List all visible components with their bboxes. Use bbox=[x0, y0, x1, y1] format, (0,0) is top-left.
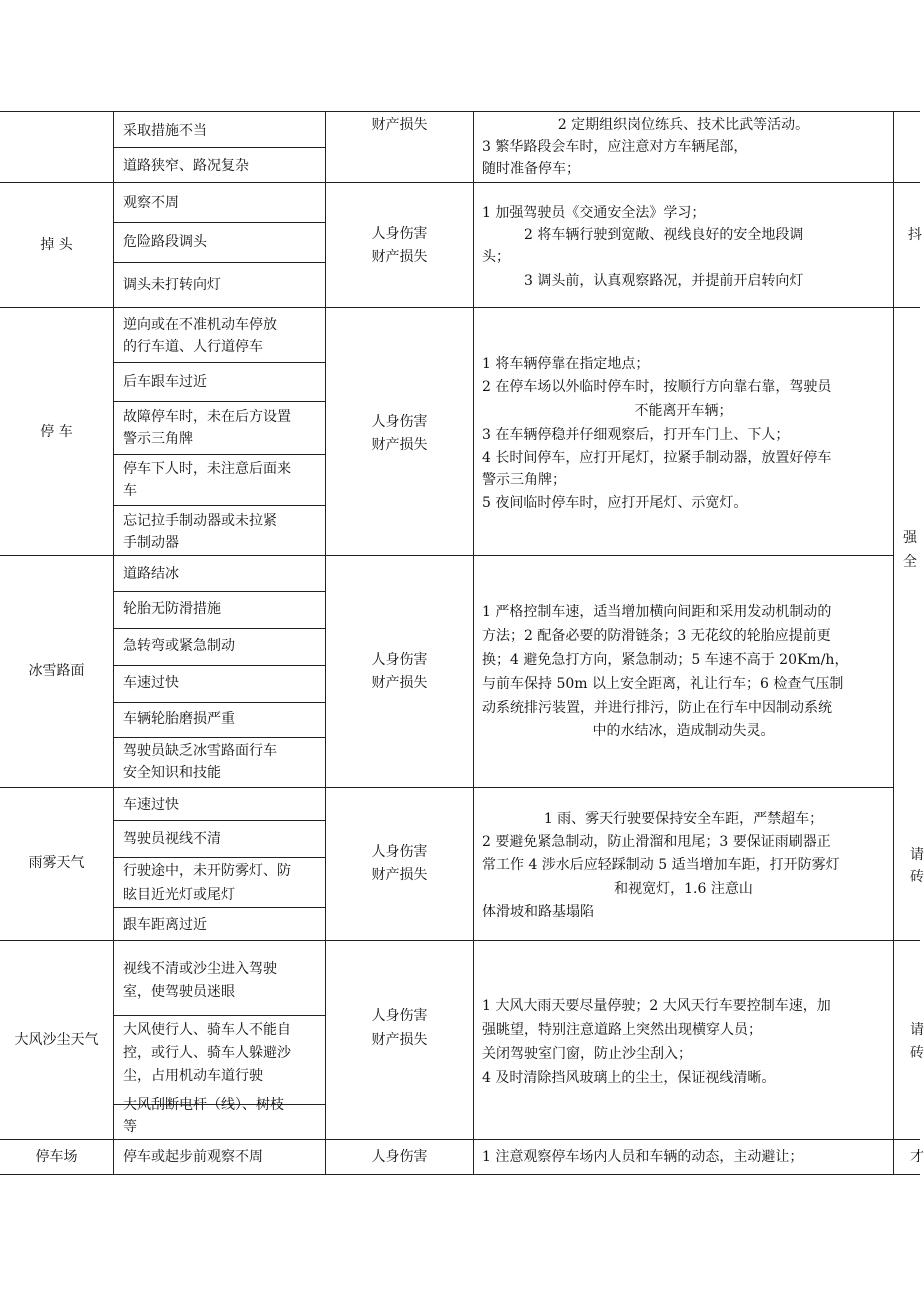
consequence-text: 财产损失 bbox=[371, 437, 428, 453]
measure-text: 1 加强驾驶员《交通安全法》学习； bbox=[482, 205, 706, 221]
edge-fragment: 请 bbox=[910, 1022, 924, 1038]
table-border-bottom bbox=[0, 1174, 920, 1175]
cause-text: 控，或行人、骑车人躲避沙 bbox=[123, 1045, 291, 1061]
measure-text: 2 在停车场以外临时停车时，按顺行方向靠右靠，驾驶员 bbox=[482, 379, 832, 395]
cause-text: 故障停车时，未在后方设置 bbox=[123, 409, 291, 425]
measure-text: 不能离开车辆； bbox=[634, 403, 733, 419]
cause-text: 调头未打转向灯 bbox=[123, 277, 221, 293]
cause-divider bbox=[113, 857, 325, 858]
cause-divider bbox=[113, 907, 325, 908]
column-divider bbox=[893, 111, 894, 1175]
cause-text: 室，使驾驶员迷眼 bbox=[123, 984, 235, 1000]
measure-text: 关闭驾驶室门窗，防止沙尘刮入； bbox=[482, 1046, 692, 1062]
cause-text: 采取措施不当 bbox=[123, 123, 207, 139]
cause-text: 驾驶员视线不清 bbox=[123, 831, 221, 847]
cause-text: 尘，占用机动车道行驶 bbox=[123, 1068, 263, 1084]
consequence-text: 财产损失 bbox=[371, 117, 428, 133]
cause-text: 车辆轮胎磨损严重 bbox=[123, 711, 235, 727]
consequence-text: 人身伤害 bbox=[371, 226, 428, 242]
cause-text: 车 bbox=[123, 483, 137, 499]
cause-divider bbox=[113, 401, 325, 402]
measure-text: 体滑坡和路基塌陷 bbox=[482, 904, 594, 920]
cause-divider bbox=[113, 628, 325, 629]
cause-text: 警示三角牌 bbox=[123, 431, 193, 447]
measure-text: 1 将车辆停靠在指定地点； bbox=[482, 356, 650, 372]
measure-text: 1 大风大雨天要尽量停驶；2 大风天行车要控制车速，加 bbox=[482, 998, 831, 1014]
scene-label: 停车场 bbox=[35, 1149, 78, 1165]
column-divider bbox=[113, 111, 114, 1175]
cause-text: 道路狭窄、路况复杂 bbox=[123, 158, 249, 174]
row-divider bbox=[0, 1139, 920, 1140]
measure-text: 动系统排污装置，并进行排污，防止在行车中因制动系统 bbox=[482, 700, 832, 716]
measure-text: 和视宽灯，1.6 注意山 bbox=[614, 881, 753, 897]
row-divider bbox=[0, 787, 893, 788]
cause-text: 急转弯或紧急制动 bbox=[123, 638, 235, 654]
cause-divider bbox=[113, 820, 325, 821]
cause-text: 忘记拉手制动器或未拉紧 bbox=[123, 513, 277, 529]
cause-text: 行驶途中，未开防雾灯、防 bbox=[123, 863, 291, 879]
measure-text: 3 调头前，认真观察路况，并提前开启转向灯 bbox=[524, 273, 804, 289]
measure-text: 4 及时清除挡风玻璃上的尘土，保证视线清晰。 bbox=[482, 1070, 776, 1086]
measure-text: 2 将车辆行驶到宽敞、视线良好的安全地段调 bbox=[524, 227, 804, 243]
consequence-text: 人身伤害 bbox=[371, 844, 428, 860]
cause-text: 眩目近光灯或尾灯 bbox=[123, 887, 235, 903]
cause-text: 后车跟车过近 bbox=[123, 374, 207, 390]
cause-text: 驾驶员缺乏冰雪路面行车 bbox=[123, 743, 277, 759]
measure-text: 头； bbox=[482, 249, 510, 265]
cause-text: 观察不周 bbox=[123, 195, 179, 211]
cause-text: 视线不清或沙尘进入驾驶 bbox=[123, 961, 277, 977]
measure-text: 方法；2 配备必要的防滑链条；3 无花纹的轮胎应提前更 bbox=[482, 628, 831, 644]
cause-text: 逆向或在不准机动车停放 bbox=[123, 317, 277, 333]
scene-label: 大风沙尘天气 bbox=[14, 1032, 99, 1048]
consequence-text: 财产损失 bbox=[371, 675, 428, 691]
measure-text: 2 要避免紧急制动，防止滑溜和甩尾；3 要保证雨刷器正 bbox=[482, 834, 831, 850]
cause-divider bbox=[113, 505, 325, 506]
consequence-text: 人身伤害 bbox=[371, 652, 428, 668]
consequence-text: 财产损失 bbox=[371, 1032, 428, 1048]
consequence-text: 财产损失 bbox=[371, 249, 428, 265]
measure-text: 随时准备停车； bbox=[482, 161, 580, 177]
cause-divider bbox=[113, 147, 325, 148]
measure-text: 3 繁华路段会车时，应注意对方车辆尾部， bbox=[482, 139, 748, 155]
cause-divider bbox=[113, 454, 325, 455]
measure-text: 1 雨、雾天行驶要保持安全车距，严禁超车； bbox=[543, 811, 824, 827]
consequence-text: 财产损失 bbox=[371, 867, 428, 883]
cause-divider bbox=[113, 362, 325, 363]
measure-text: 常工作 4 涉水后应轻踩制动 5 适当增加车距，打开防雾灯 bbox=[482, 857, 840, 873]
scene-label: 停 车 bbox=[40, 424, 73, 440]
cause-text: 车速过快 bbox=[123, 675, 179, 691]
cause-divider bbox=[113, 1015, 325, 1016]
measure-text: 3 在车辆停稳并仔细观察后，打开车门上、下人； bbox=[482, 427, 790, 443]
consequence-text: 人身伤害 bbox=[371, 414, 428, 430]
edge-fragment: 强 bbox=[903, 530, 917, 546]
scene-label: 掉 头 bbox=[40, 237, 73, 253]
measure-text: 与前车保持 50m 以上安全距离，礼让行车；6 检查气压制 bbox=[482, 676, 844, 692]
measure-text: 警示三角牌； bbox=[482, 472, 566, 488]
cause-text: 道路结冰 bbox=[123, 566, 179, 582]
cause-text: 车速过快 bbox=[123, 797, 179, 813]
measure-text: 5 夜间临时停车时，应打开尾灯、示宽灯。 bbox=[482, 495, 748, 511]
scene-label: 冰雪路面 bbox=[28, 663, 85, 679]
cause-text: 停车或起步前观察不周 bbox=[123, 1149, 263, 1165]
measure-text: 中的水结冰，造成制动失灵。 bbox=[592, 723, 775, 739]
consequence-text: 人身伤害 bbox=[371, 1149, 428, 1165]
edge-fragment: 全 bbox=[903, 554, 917, 570]
cause-divider bbox=[113, 702, 325, 703]
measure-text: 1 注意观察停车场内人员和车辆的动态，主动避让； bbox=[482, 1149, 804, 1165]
cause-text: 轮胎无防滑措施 bbox=[123, 601, 221, 617]
edge-fragment: 抖 bbox=[908, 227, 922, 243]
cause-divider bbox=[113, 665, 325, 666]
column-divider bbox=[473, 111, 474, 1175]
measure-text: 强眺望，特别注意道路上突然出现横穿人员； bbox=[482, 1022, 762, 1038]
row-divider bbox=[0, 182, 920, 183]
cause-text: 安全知识和技能 bbox=[123, 765, 221, 781]
measure-text: 2 定期组织岗位练兵、技术比武等活动。 bbox=[557, 117, 810, 133]
cause-text: 大风使行人、骑车人不能自 bbox=[123, 1022, 291, 1038]
cause-text: 等 bbox=[123, 1119, 137, 1135]
cause-text: 大风刮断电杆（线）、树枝 bbox=[123, 1097, 284, 1113]
cause-divider bbox=[113, 737, 325, 738]
measure-text: 1 严格控制车速，适当增加横向间距和采用发动机制动的 bbox=[482, 604, 832, 620]
cause-text: 跟车距离过近 bbox=[123, 917, 207, 933]
row-divider bbox=[0, 307, 920, 308]
measure-text: 4 长时间停车，应打开尾灯，拉紧手制动器，放置好停车 bbox=[482, 450, 832, 466]
cause-text: 危险路段调头 bbox=[123, 234, 207, 250]
row-divider bbox=[0, 555, 893, 556]
cause-text: 的行车道、人行道停车 bbox=[123, 339, 263, 355]
measure-text: 换；4 避免急打方向，紧急制动；5 车速不高于 20Km/h， bbox=[482, 652, 849, 668]
cause-divider bbox=[113, 591, 325, 592]
edge-fragment: 砖 bbox=[910, 1045, 924, 1061]
cause-text: 停车下人时，未注意后面来 bbox=[123, 461, 291, 477]
row-divider bbox=[0, 940, 920, 941]
cause-divider bbox=[113, 262, 325, 263]
cause-text: 手制动器 bbox=[123, 535, 179, 551]
cause-divider bbox=[113, 222, 325, 223]
consequence-text: 人身伤害 bbox=[371, 1008, 428, 1024]
scene-label: 雨雾天气 bbox=[28, 855, 85, 871]
edge-fragment: 才 bbox=[910, 1149, 924, 1165]
edge-fragment: 砖 bbox=[910, 869, 924, 885]
edge-fragment: 请 bbox=[910, 847, 924, 863]
table-border-top bbox=[0, 111, 920, 112]
